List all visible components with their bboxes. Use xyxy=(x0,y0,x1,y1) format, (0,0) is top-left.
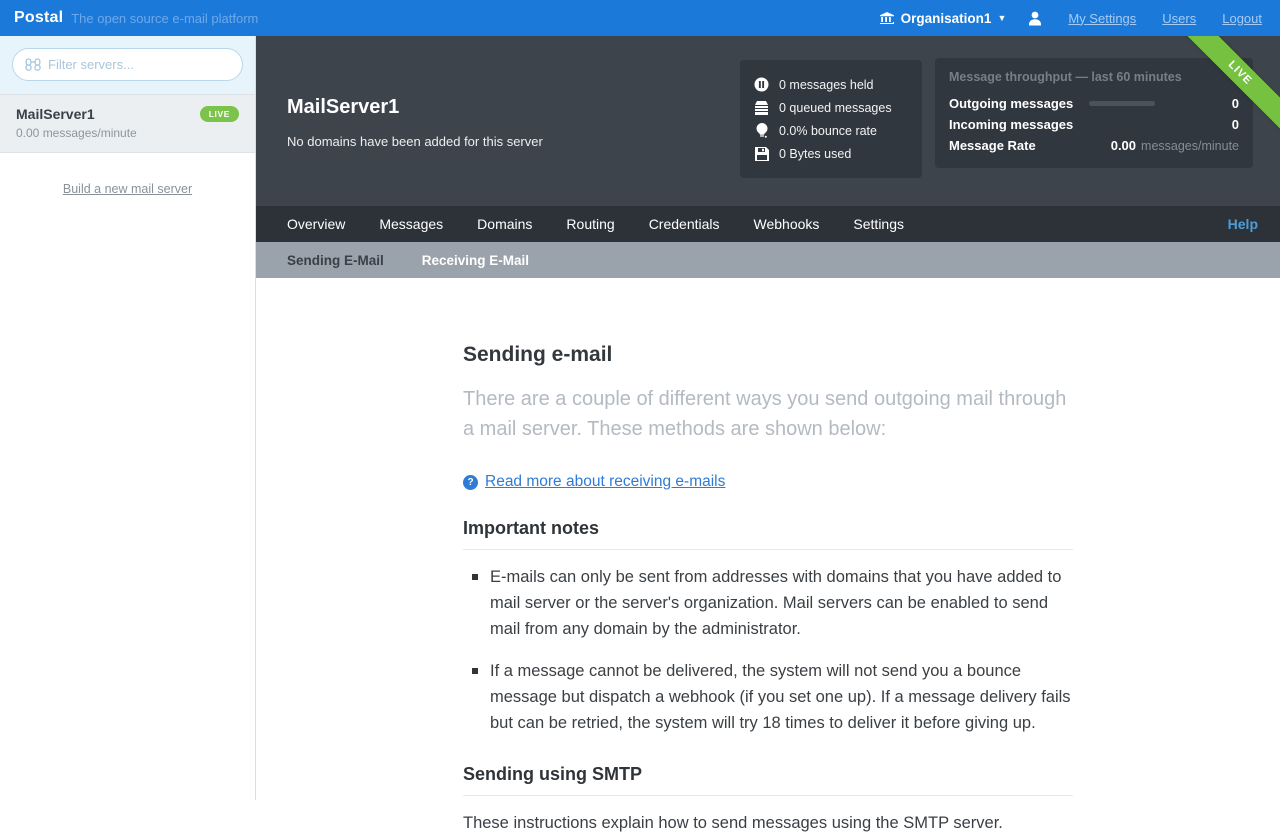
logout-link[interactable]: Logout xyxy=(1222,10,1262,26)
stat-bounce-rate xyxy=(754,119,908,142)
stat-bytes-used xyxy=(754,142,908,165)
topbar xyxy=(0,0,1280,36)
content-lead: There are a couple of different ways you send outgoing mail through a mail server. These methods are shown below: xyxy=(463,388,1067,440)
page-title: MailServer1 xyxy=(287,96,400,118)
server-stats-box xyxy=(740,60,922,178)
my-settings-link[interactable]: My Settings xyxy=(1068,10,1137,26)
content-heading: Sending e-mail xyxy=(463,343,613,366)
content-area xyxy=(256,278,1280,836)
important-notes-heading: Important notes xyxy=(463,518,1073,550)
filter-section xyxy=(0,36,255,94)
user-icon[interactable] xyxy=(1028,11,1042,26)
throughput-incoming-row: Incoming messages 0 xyxy=(949,117,1239,132)
chevron-down-icon: ▼ xyxy=(997,13,1007,23)
brand-logo[interactable]: Postal xyxy=(14,9,64,26)
live-ribbon: LIVE xyxy=(1176,36,1280,137)
bounce-icon xyxy=(754,123,769,138)
sending-smtp-text: These instructions explain how to send messages using the SMTP server. xyxy=(463,814,1003,832)
help-link[interactable]: Help xyxy=(1227,216,1258,232)
binoculars-icon xyxy=(25,58,41,72)
stat-label: 0.0% bounce rate xyxy=(779,123,877,138)
stat-label: 0 queued messages xyxy=(779,100,892,115)
topbar-right xyxy=(880,11,1262,26)
main-area xyxy=(256,36,1280,832)
throughput-title: Message throughput — last 60 minutes xyxy=(949,70,1182,84)
tab-overview[interactable]: Overview xyxy=(287,216,346,232)
server-header xyxy=(256,36,1280,206)
queue-icon xyxy=(754,100,769,115)
note-item: If a message cannot be delivered, the system will not send you a bounce message but dispatch a webhook (if you set one up). If a message delivery fails but can be retried, the system will try 18 times to deliver it before giving up. xyxy=(463,658,1073,736)
tab-receiving-email[interactable]: Receiving E-Mail xyxy=(421,252,530,268)
stat-messages-held xyxy=(754,73,908,96)
users-link[interactable]: Users xyxy=(1162,10,1197,26)
sending-smtp-heading: Sending using SMTP xyxy=(463,764,1073,796)
sidebar-item-mailserver1[interactable] xyxy=(0,94,255,153)
tab-credentials[interactable]: Credentials xyxy=(648,216,720,232)
server-name: MailServer1 xyxy=(16,106,95,122)
note-item: E-mails can only be sent from addresses with domains that you have added to mail server or the server's organization. Mail servers can be enabled to send mail from any domain by the administrator. xyxy=(463,564,1073,642)
organisation-switcher[interactable] xyxy=(880,11,1007,26)
organisation-name: Organisation1 xyxy=(900,10,992,26)
read-more-link[interactable]: Read more about receiving e-mails xyxy=(485,473,726,490)
tab-routing[interactable]: Routing xyxy=(566,216,615,232)
throughput-rate-row: Message Rate 0.00 messages/minute xyxy=(949,138,1239,153)
tab-settings[interactable]: Settings xyxy=(853,216,905,232)
stat-label: 0 messages held xyxy=(779,77,874,92)
tab-domains[interactable]: Domains xyxy=(477,216,533,232)
question-circle-icon: ? xyxy=(463,475,478,490)
live-status-badge: LIVE xyxy=(200,106,239,122)
throughput-bar xyxy=(1089,101,1154,106)
filter-servers-field[interactable] xyxy=(48,57,230,72)
server-nav xyxy=(256,206,1280,242)
tab-webhooks[interactable]: Webhooks xyxy=(753,216,820,232)
important-notes-list xyxy=(463,564,1073,736)
server-rate: 0.00 messages/minute xyxy=(16,126,137,140)
subnav xyxy=(256,242,1280,278)
read-more-row xyxy=(463,473,1073,491)
filter-servers-input[interactable] xyxy=(12,48,243,81)
organisation-icon xyxy=(880,12,901,25)
brand-tagline: The open source e-mail platform xyxy=(71,10,259,26)
tab-messages[interactable]: Messages xyxy=(379,216,444,232)
throughput-outgoing-row: Outgoing messages 0 xyxy=(949,96,1240,111)
server-subtitle: No domains have been added for this server xyxy=(287,134,543,149)
storage-icon xyxy=(754,146,769,161)
stat-queued-messages xyxy=(754,96,908,119)
build-new-server-link[interactable]: Build a new mail server xyxy=(62,182,193,196)
message-throughput-box xyxy=(935,58,1253,168)
stat-label: 0 Bytes used xyxy=(779,146,852,161)
server-sidebar xyxy=(0,36,256,800)
pause-circle-icon xyxy=(754,77,769,92)
tab-sending-email[interactable]: Sending E-Mail xyxy=(287,252,384,268)
